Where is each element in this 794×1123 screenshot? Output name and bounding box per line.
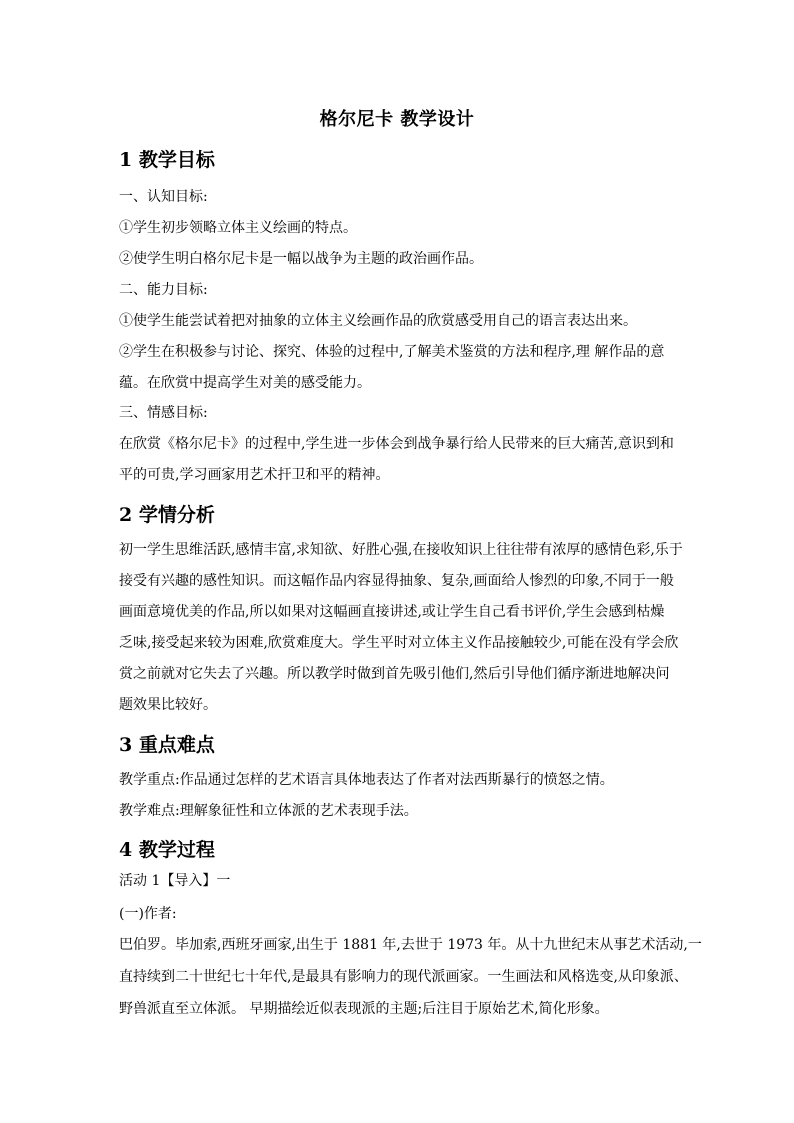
paragraph-line: ②学生在积极参与讨论、探究、体验的过程中,了解美术鉴赏的方法和程序,理 解作品的意 xyxy=(119,344,665,360)
paragraph-line: 教学难点:理解象征性和立体派的艺术表现手法。 xyxy=(119,803,418,819)
section-heading-analysis: 2 学情分析 xyxy=(119,504,215,526)
paragraph-line: 教学重点:作品通过怎样的艺术语言具体地表达了作者对法西斯暴行的愤怒之情。 xyxy=(119,772,614,788)
paragraph-line: ①学生初步领略立体主义绘画的特点。 xyxy=(119,220,357,236)
paragraph-line: 画面意境优美的作品,所以如果对这幅画直接讲述,或让学生自己看书评价,学生会感到枯燥 xyxy=(119,604,665,620)
paragraph-line: 初一学生思维活跃,感情丰富,求知欲、好胜心强,在接收知识上往往带有浓厚的感情色彩,乐于 xyxy=(119,542,683,558)
paragraph-line: 野兽派直至立体派。 早期描绘近似表现派的主题;后注目于原始艺术,简化形象。 xyxy=(119,1001,609,1017)
paragraph-line: 赏之前就对它失去了兴趣。所以教学时做到首先吸引他们,然后引导他们循序渐进地解决问 xyxy=(119,666,670,682)
paragraph-line: 直持续到二十世纪七十年代,是最具有影响力的现代派画家。一生画法和风格选变,从印象派、 xyxy=(119,969,688,985)
paragraph-line: 巴伯罗。毕加索,西班牙画家,出生于 1881 年,去世于 1973 年。从十九世纪末从事艺术活动,一 xyxy=(119,937,702,953)
paragraph-line: ①使学生能尝试着把对抽象的立体主义绘画作品的欣赏感受用自己的语言表达出来。 xyxy=(119,313,637,329)
paragraph-line: 蕴。在欣赏中提高学生对美的感受能力。 xyxy=(119,375,371,391)
section-heading-key-points: 3 重点难点 xyxy=(119,734,215,756)
paragraph-line: 在欣赏《格尔尼卡》的过程中,学生进一步体会到战争暴行给人民带来的巨大痛苦,意识到和 xyxy=(119,436,674,452)
paragraph-line: 平的可贵,学习画家用艺术扞卫和平的精神。 xyxy=(119,467,390,483)
document-title: 格尔尼卡 教学设计 xyxy=(319,109,475,130)
paragraph-line: 乏味,接受起来较为困难,欣赏难度大。学生平时对立体主义作品接触较少,可能在没有学会欣 xyxy=(119,635,679,651)
paragraph-line: 一、认知目标: xyxy=(119,189,208,205)
section-heading-goals: 1 教学目标 xyxy=(119,149,215,171)
paragraph-line: (一)作者: xyxy=(119,906,177,922)
section-heading-process: 4 教学过程 xyxy=(119,839,215,861)
paragraph-line: 接受有兴趣的感性知识。而这幅作品内容显得抽象、复杂,画面给人惨烈的印象,不同于一般 xyxy=(119,573,674,589)
paragraph-line: 活动 1【导入】一 xyxy=(119,873,231,889)
paragraph-line: 二、能力目标: xyxy=(119,282,208,298)
paragraph-line: 三、情感目标: xyxy=(119,405,208,421)
paragraph-line: 题效果比较好。 xyxy=(119,697,217,713)
paragraph-line: ②使学生明白格尔尼卡是一幅以战争为主题的政治画作品。 xyxy=(119,251,483,267)
